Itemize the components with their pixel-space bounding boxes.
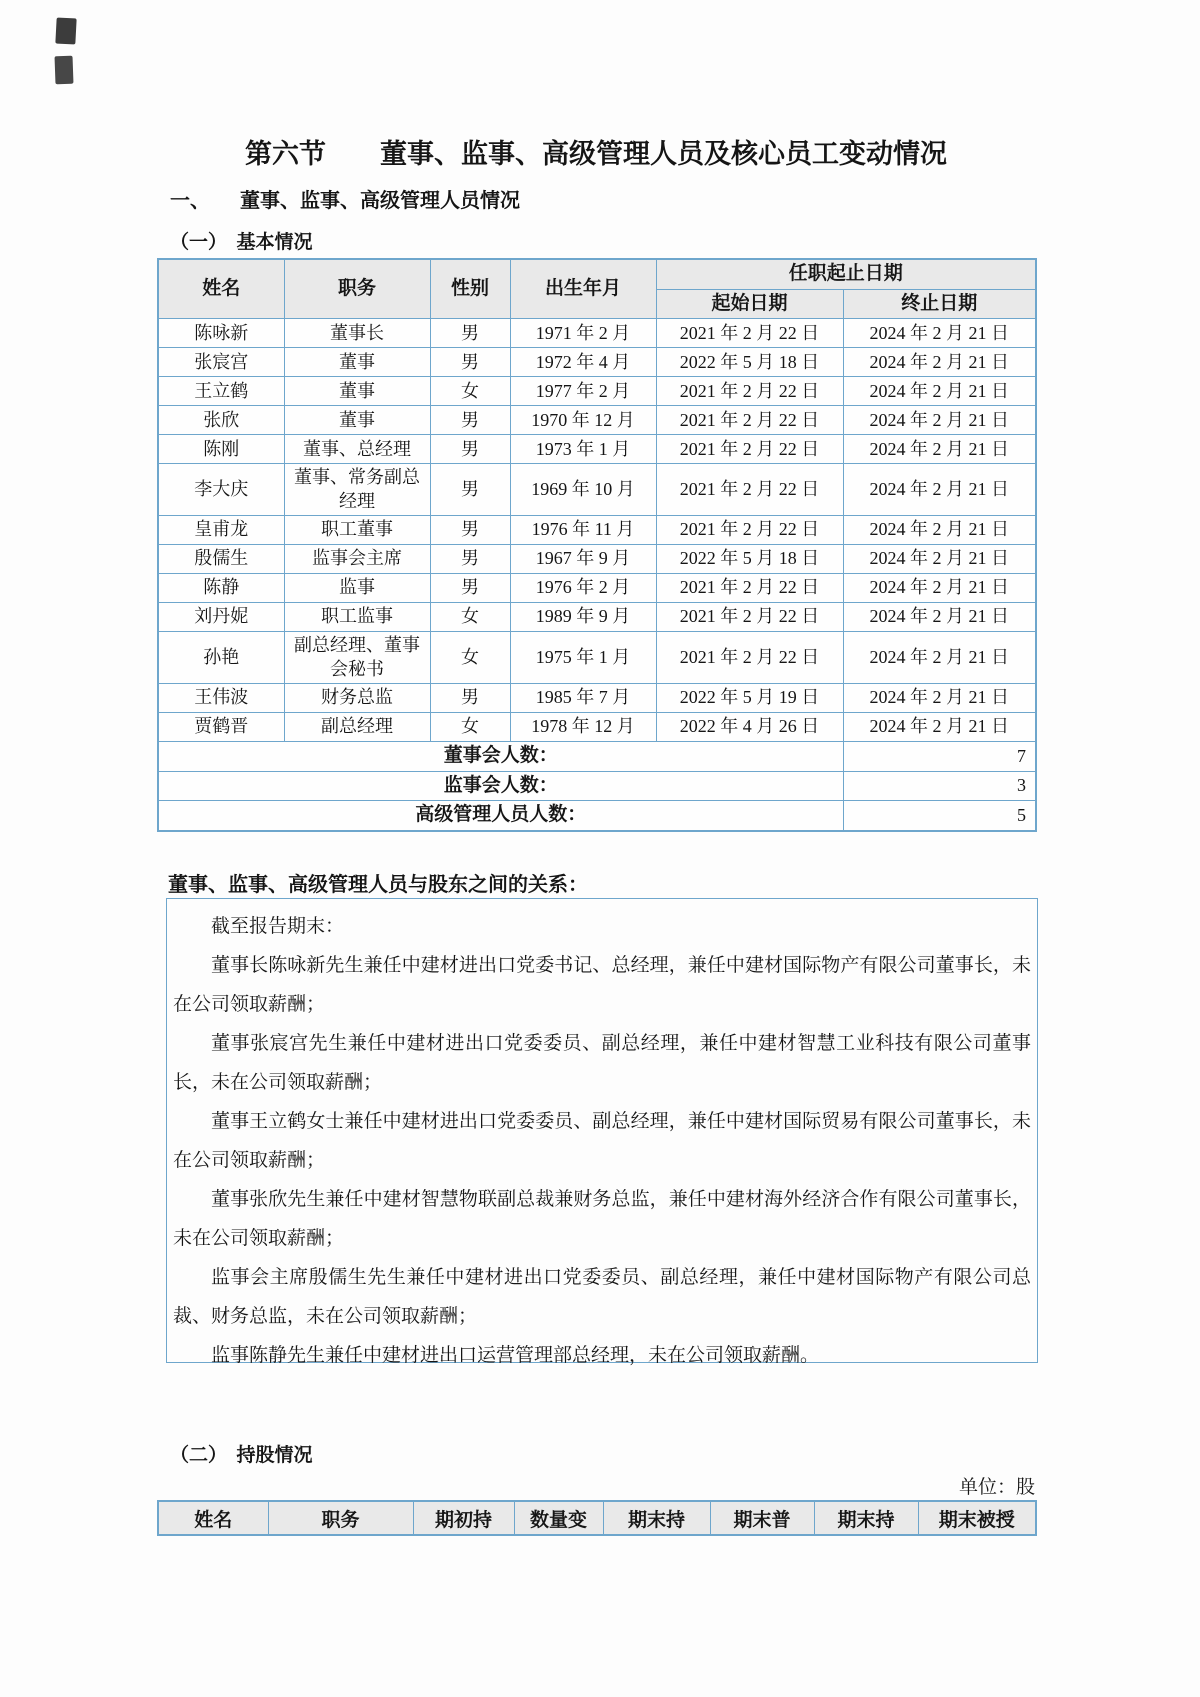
col-header-quantity-change: 数量变 — [514, 1501, 603, 1535]
cell-gender: 男 — [430, 574, 510, 603]
relations-paragraph: 监事陈静先生兼任中建材进出口运营管理部总经理，未在公司领取薪酬。 — [211, 1345, 820, 1366]
cell-start-date: 2021 年 2 月 22 日 — [656, 435, 843, 464]
cell-position: 财务总监 — [284, 683, 430, 712]
cell-gender: 女 — [430, 712, 510, 741]
cell-end-date: 2024 年 2 月 21 日 — [843, 683, 1036, 712]
cell-end-date: 2024 年 2 月 21 日 — [843, 574, 1036, 603]
cell-birth: 1971 年 2 月 — [510, 319, 656, 348]
header-row — [158, 259, 1036, 289]
cell-start-date: 2021 年 2 月 22 日 — [656, 516, 843, 545]
cell-gender: 男 — [430, 516, 510, 545]
cell-position: 职工监事 — [284, 603, 430, 632]
heading-shareholding: （二） 持股情况 — [170, 1445, 313, 1466]
col-header-end-date: 终止日期 — [843, 289, 1036, 319]
cell-name: 贾鹤晋 — [158, 712, 284, 741]
col-header-position: 职务 — [268, 1501, 413, 1535]
cell-start-date: 2021 年 2 月 22 日 — [656, 603, 843, 632]
scan-artifact-mark — [55, 56, 74, 85]
cell-name: 孙艳 — [158, 632, 284, 684]
cell-end-date: 2024 年 2 月 21 日 — [843, 545, 1036, 574]
relations-text-box — [166, 898, 1038, 1366]
relations-paragraph: 董事长陈咏新先生兼任中建材进出口党委书记、总经理，兼任中建材国际物产有限公司董事长，未在公司领取薪酬； — [173, 955, 1031, 1015]
cell-name: 殷儒生 — [158, 545, 284, 574]
cell-gender: 男 — [430, 464, 510, 516]
col-header-birth: 出生年月 — [510, 259, 656, 319]
cell-position: 董事 — [284, 348, 430, 377]
cell-position: 董事长 — [284, 319, 430, 348]
summary-value: 5 — [843, 801, 1036, 831]
col-header-name: 姓名 — [158, 1501, 268, 1535]
cell-end-date: 2024 年 2 月 21 日 — [843, 348, 1036, 377]
cell-gender: 男 — [430, 406, 510, 435]
cell-start-date: 2022 年 5 月 18 日 — [656, 545, 843, 574]
cell-birth: 1989 年 9 月 — [510, 603, 656, 632]
table-row — [158, 377, 1036, 406]
table-row — [158, 435, 1036, 464]
cell-name: 陈咏新 — [158, 319, 284, 348]
cell-name: 陈刚 — [158, 435, 284, 464]
holdings-table — [157, 1500, 1037, 1536]
col-header-name: 姓名 — [158, 259, 284, 319]
heading-directors-supervisors: 一、 董事、监事、高级管理人员情况 — [170, 190, 520, 212]
cell-name: 王伟波 — [158, 683, 284, 712]
table-row — [158, 319, 1036, 348]
cell-gender: 男 — [430, 545, 510, 574]
summary-value: 7 — [843, 741, 1036, 771]
heading-relations: 董事、监事、高级管理人员与股东之间的关系： — [168, 874, 588, 896]
col-header-start-date: 起始日期 — [656, 289, 843, 319]
heading-basic-info: （一） 基本情况 — [170, 232, 313, 253]
cell-name: 皇甫龙 — [158, 516, 284, 545]
cell-position: 董事、总经理 — [284, 435, 430, 464]
cell-position: 董事、常务副总经理 — [284, 464, 430, 516]
cell-birth: 1967 年 9 月 — [510, 545, 656, 574]
table-row — [158, 603, 1036, 632]
page-title: 第六节 董事、监事、高级管理人员及核心员工变动情况 — [245, 139, 947, 169]
table-row — [158, 712, 1036, 741]
cell-name: 李大庆 — [158, 464, 284, 516]
cell-position: 副总经理 — [284, 712, 430, 741]
cell-start-date: 2021 年 2 月 22 日 — [656, 464, 843, 516]
cell-birth: 1973 年 1 月 — [510, 435, 656, 464]
cell-end-date: 2024 年 2 月 21 日 — [843, 464, 1036, 516]
relations-paragraph: 截至报告期末： — [211, 916, 345, 937]
cell-gender: 女 — [430, 603, 510, 632]
summary-label: 高级管理人员人数： — [158, 801, 843, 831]
relations-paragraph: 董事张宸宫先生兼任中建材进出口党委委员、副总经理，兼任中建材智慧工业科技有限公司董事长，未在公司领取薪酬； — [173, 1033, 1031, 1093]
cell-name: 张宸宫 — [158, 348, 284, 377]
cell-gender: 男 — [430, 319, 510, 348]
cell-name: 张欣 — [158, 406, 284, 435]
cell-position: 监事 — [284, 574, 430, 603]
cell-position: 董事 — [284, 377, 430, 406]
col-header-closing-ordinary: 期末普 — [710, 1501, 814, 1535]
table-row — [158, 516, 1036, 545]
summary-value: 3 — [843, 771, 1036, 801]
cell-birth: 1969 年 10 月 — [510, 464, 656, 516]
cell-birth: 1975 年 1 月 — [510, 632, 656, 684]
cell-start-date: 2021 年 2 月 22 日 — [656, 574, 843, 603]
scan-artifact-mark — [55, 17, 76, 44]
summary-label: 监事会人数： — [158, 771, 843, 801]
col-header-gender: 性别 — [430, 259, 510, 319]
summary-row-board-count — [158, 741, 1036, 771]
col-header-opening-shares: 期初持 — [413, 1501, 514, 1535]
relations-paragraph: 监事会主席殷儒生先生兼任中建材进出口党委委员、副总经理，兼任中建材国际物产有限公司总裁、财务总监，未在公司领取薪酬； — [173, 1267, 1031, 1327]
cell-end-date: 2024 年 2 月 21 日 — [843, 632, 1036, 684]
cell-start-date: 2022 年 5 月 19 日 — [656, 683, 843, 712]
relations-paragraph: 董事王立鹤女士兼任中建材进出口党委委员、副总经理，兼任中建材国际贸易有限公司董事长，未在公司领取薪酬； — [173, 1111, 1031, 1171]
cell-start-date: 2021 年 2 月 22 日 — [656, 319, 843, 348]
cell-start-date: 2021 年 2 月 22 日 — [656, 406, 843, 435]
cell-position: 副总经理、董事会秘书 — [284, 632, 430, 684]
cell-start-date: 2021 年 2 月 22 日 — [656, 377, 843, 406]
summary-row-supervisors-count — [158, 771, 1036, 801]
cell-position: 董事 — [284, 406, 430, 435]
table-row — [158, 348, 1036, 377]
col-header-closing-granted: 期末被授 — [918, 1501, 1036, 1535]
cell-birth: 1977 年 2 月 — [510, 377, 656, 406]
summary-row-senior-managers-count — [158, 801, 1036, 831]
cell-gender: 男 — [430, 435, 510, 464]
cell-gender: 女 — [430, 632, 510, 684]
table-row — [158, 574, 1036, 603]
table-row — [158, 545, 1036, 574]
cell-name: 刘丹妮 — [158, 603, 284, 632]
table-row — [158, 683, 1036, 712]
cell-birth: 1972 年 4 月 — [510, 348, 656, 377]
col-header-closing-held: 期末持 — [814, 1501, 918, 1535]
cell-name: 陈静 — [158, 574, 284, 603]
col-header-position: 职务 — [284, 259, 430, 319]
table-row — [158, 632, 1036, 684]
cell-name: 王立鹤 — [158, 377, 284, 406]
cell-position: 职工董事 — [284, 516, 430, 545]
cell-birth: 1970 年 12 月 — [510, 406, 656, 435]
table-row — [158, 406, 1036, 435]
relations-paragraph: 董事张欣先生兼任中建材智慧物联副总裁兼财务总监，兼任中建材海外经济合作有限公司董事长，未在公司领取薪酬； — [173, 1189, 1031, 1249]
cell-position: 监事会主席 — [284, 545, 430, 574]
holdings-header-row — [158, 1501, 1036, 1535]
cell-end-date: 2024 年 2 月 21 日 — [843, 406, 1036, 435]
cell-start-date: 2022 年 4 月 26 日 — [656, 712, 843, 741]
basic-info-table — [157, 258, 1037, 832]
table-row — [158, 464, 1036, 516]
cell-end-date: 2024 年 2 月 21 日 — [843, 712, 1036, 741]
cell-gender: 男 — [430, 348, 510, 377]
cell-gender: 女 — [430, 377, 510, 406]
cell-end-date: 2024 年 2 月 21 日 — [843, 377, 1036, 406]
cell-end-date: 2024 年 2 月 21 日 — [843, 435, 1036, 464]
cell-birth: 1978 年 12 月 — [510, 712, 656, 741]
cell-birth: 1976 年 11 月 — [510, 516, 656, 545]
col-header-closing-shares: 期末持 — [603, 1501, 710, 1535]
col-header-term: 任职起止日期 — [656, 259, 1036, 289]
summary-label: 董事会人数： — [158, 741, 843, 771]
cell-birth: 1976 年 2 月 — [510, 574, 656, 603]
unit-label: 单位：股 — [958, 1477, 1035, 1498]
cell-end-date: 2024 年 2 月 21 日 — [843, 603, 1036, 632]
cell-end-date: 2024 年 2 月 21 日 — [843, 516, 1036, 545]
cell-birth: 1985 年 7 月 — [510, 683, 656, 712]
cell-end-date: 2024 年 2 月 21 日 — [843, 319, 1036, 348]
cell-start-date: 2021 年 2 月 22 日 — [656, 632, 843, 684]
cell-gender: 男 — [430, 683, 510, 712]
cell-start-date: 2022 年 5 月 18 日 — [656, 348, 843, 377]
